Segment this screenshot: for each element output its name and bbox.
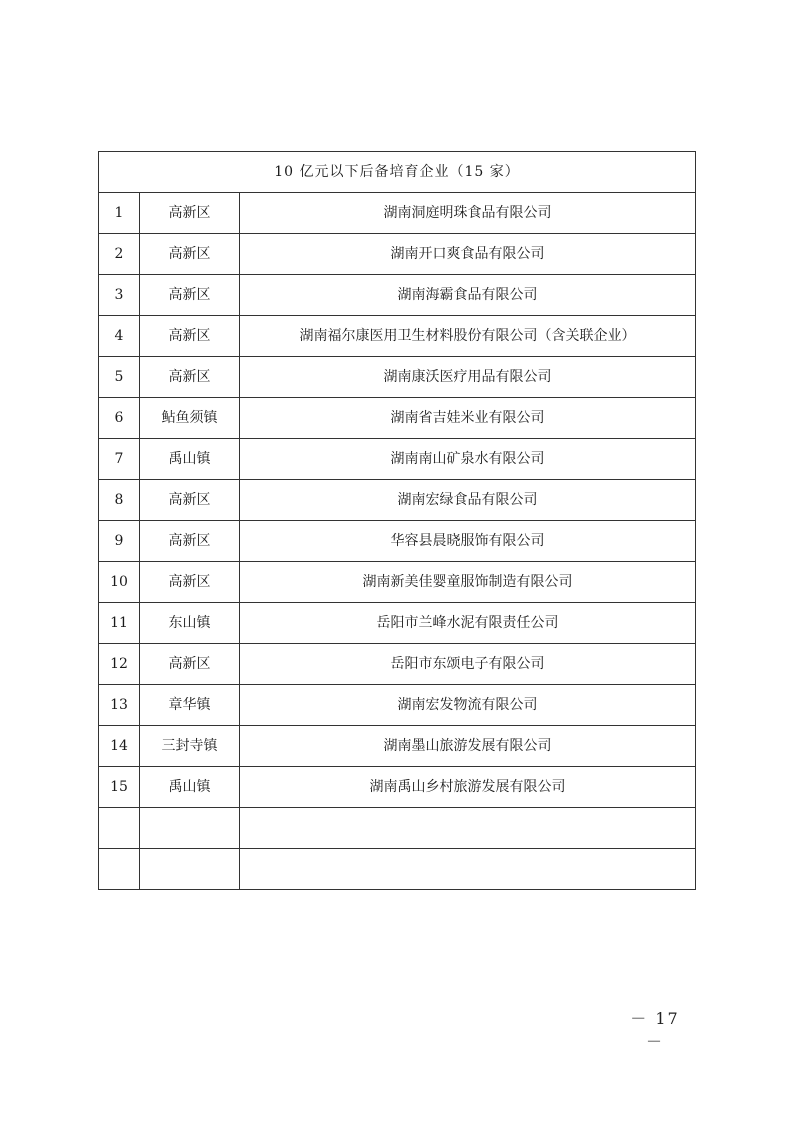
row-number-cell: 2 <box>99 234 140 275</box>
table-row <box>99 726 696 767</box>
row-company-cell: 华容县晨晓服饰有限公司 <box>240 521 696 562</box>
row-company-cell: 岳阳市东颂电子有限公司 <box>240 644 696 685</box>
row-company-cell: 湖南康沃医疗用品有限公司 <box>240 357 696 398</box>
table-row <box>99 275 696 316</box>
table-title: 10 亿元以下后备培育企业（15 家） <box>99 152 696 193</box>
row-area-cell: 禹山镇 <box>140 439 240 480</box>
row-number-cell: 6 <box>99 398 140 439</box>
row-number-cell: 10 <box>99 562 140 603</box>
table-body <box>99 152 696 890</box>
row-number-cell: 7 <box>99 439 140 480</box>
row-company-cell: 湖南洞庭明珠食品有限公司 <box>240 193 696 234</box>
row-number-cell <box>99 849 140 890</box>
table-row <box>99 439 696 480</box>
row-area-cell: 东山镇 <box>140 603 240 644</box>
table-row <box>99 357 696 398</box>
table-row <box>99 234 696 275</box>
row-number-cell <box>99 808 140 849</box>
row-area-cell: 高新区 <box>140 193 240 234</box>
row-company-cell <box>240 808 696 849</box>
row-company-cell: 湖南福尔康医用卫生材料股份有限公司（含关联企业） <box>240 316 696 357</box>
row-number-cell: 5 <box>99 357 140 398</box>
row-company-cell: 湖南海霸食品有限公司 <box>240 275 696 316</box>
row-number-cell: 12 <box>99 644 140 685</box>
table-row <box>99 480 696 521</box>
row-area-cell: 高新区 <box>140 357 240 398</box>
table-row <box>99 767 696 808</box>
table-row <box>99 603 696 644</box>
table-row <box>99 685 696 726</box>
enterprise-table <box>98 151 696 890</box>
row-area-cell: 高新区 <box>140 234 240 275</box>
row-number-cell: 11 <box>99 603 140 644</box>
table-row <box>99 562 696 603</box>
row-company-cell: 湖南墨山旅游发展有限公司 <box>240 726 696 767</box>
row-company-cell: 湖南宏绿食品有限公司 <box>240 480 696 521</box>
row-company-cell: 湖南开口爽食品有限公司 <box>240 234 696 275</box>
row-company-cell: 湖南宏发物流有限公司 <box>240 685 696 726</box>
row-area-cell: 章华镇 <box>140 685 240 726</box>
row-area-cell <box>140 808 240 849</box>
row-area-cell: 高新区 <box>140 275 240 316</box>
row-number-cell: 13 <box>99 685 140 726</box>
row-area-cell: 鲇鱼须镇 <box>140 398 240 439</box>
row-company-cell: 岳阳市兰峰水泥有限责任公司 <box>240 603 696 644</box>
row-number-cell: 14 <box>99 726 140 767</box>
page-number: － 17 － <box>630 1009 680 1051</box>
row-area-cell: 高新区 <box>140 521 240 562</box>
table-row <box>99 316 696 357</box>
table-row <box>99 398 696 439</box>
row-area-cell: 高新区 <box>140 316 240 357</box>
row-area-cell: 三封寺镇 <box>140 726 240 767</box>
row-number-cell: 9 <box>99 521 140 562</box>
table-row <box>99 644 696 685</box>
row-area-cell: 禹山镇 <box>140 767 240 808</box>
row-number-cell: 3 <box>99 275 140 316</box>
row-number-cell: 4 <box>99 316 140 357</box>
row-area-cell: 高新区 <box>140 562 240 603</box>
table-row <box>99 521 696 562</box>
row-company-cell: 湖南新美佳婴童服饰制造有限公司 <box>240 562 696 603</box>
row-company-cell: 湖南禹山乡村旅游发展有限公司 <box>240 767 696 808</box>
table-row <box>99 849 696 890</box>
row-number-cell: 15 <box>99 767 140 808</box>
table-title-row <box>99 152 696 193</box>
table-row <box>99 193 696 234</box>
table-row <box>99 808 696 849</box>
row-company-cell: 湖南南山矿泉水有限公司 <box>240 439 696 480</box>
row-company-cell: 湖南省吉娃米业有限公司 <box>240 398 696 439</box>
row-area-cell: 高新区 <box>140 644 240 685</box>
row-area-cell <box>140 849 240 890</box>
row-company-cell <box>240 849 696 890</box>
row-number-cell: 1 <box>99 193 140 234</box>
row-number-cell: 8 <box>99 480 140 521</box>
row-area-cell: 高新区 <box>140 480 240 521</box>
